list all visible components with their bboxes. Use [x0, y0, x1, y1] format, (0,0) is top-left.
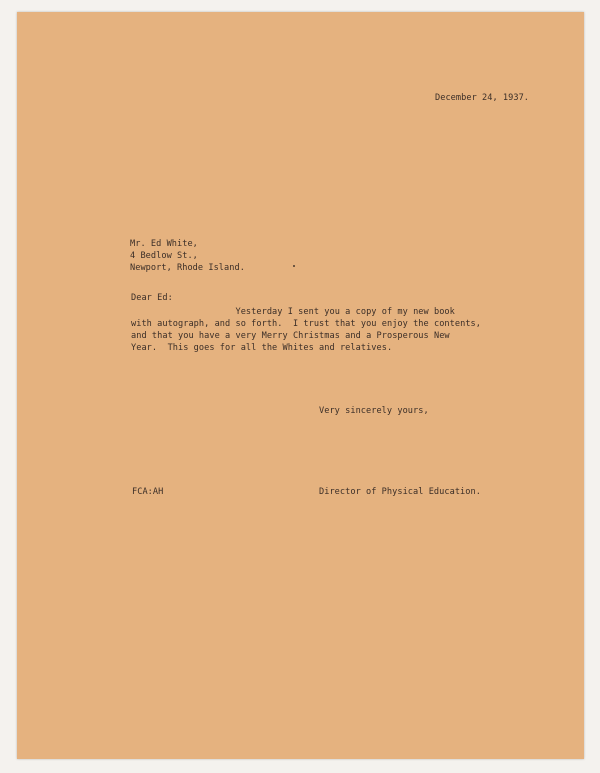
- body-line: Yesterday I sent you a copy of my new book: [131, 307, 455, 317]
- salutation: Dear Ed:: [131, 293, 173, 303]
- body-line: and that you have a very Merry Christmas and a Prosperous New: [131, 331, 450, 341]
- recipient-address: [130, 238, 245, 274]
- address-line-name: Mr. Ed White,: [130, 239, 198, 249]
- letter-body: [131, 306, 481, 354]
- letter-date: December 24, 1937.: [435, 93, 530, 103]
- body-line: with autograph, and so forth. I trust that you enjoy the contents,: [131, 319, 481, 329]
- stray-typewriter-mark: [293, 265, 295, 267]
- closing: Very sincerely yours,: [319, 406, 429, 416]
- address-line-street: 4 Bedlow St.,: [130, 251, 198, 261]
- address-line-city: Newport, Rhode Island.: [130, 263, 245, 273]
- signer-title: Director of Physical Education.: [319, 487, 481, 497]
- body-line: Year. This goes for all the Whites and relatives.: [131, 343, 393, 353]
- reference-initials: FCA:AH: [132, 487, 164, 497]
- letter-page: [17, 12, 584, 759]
